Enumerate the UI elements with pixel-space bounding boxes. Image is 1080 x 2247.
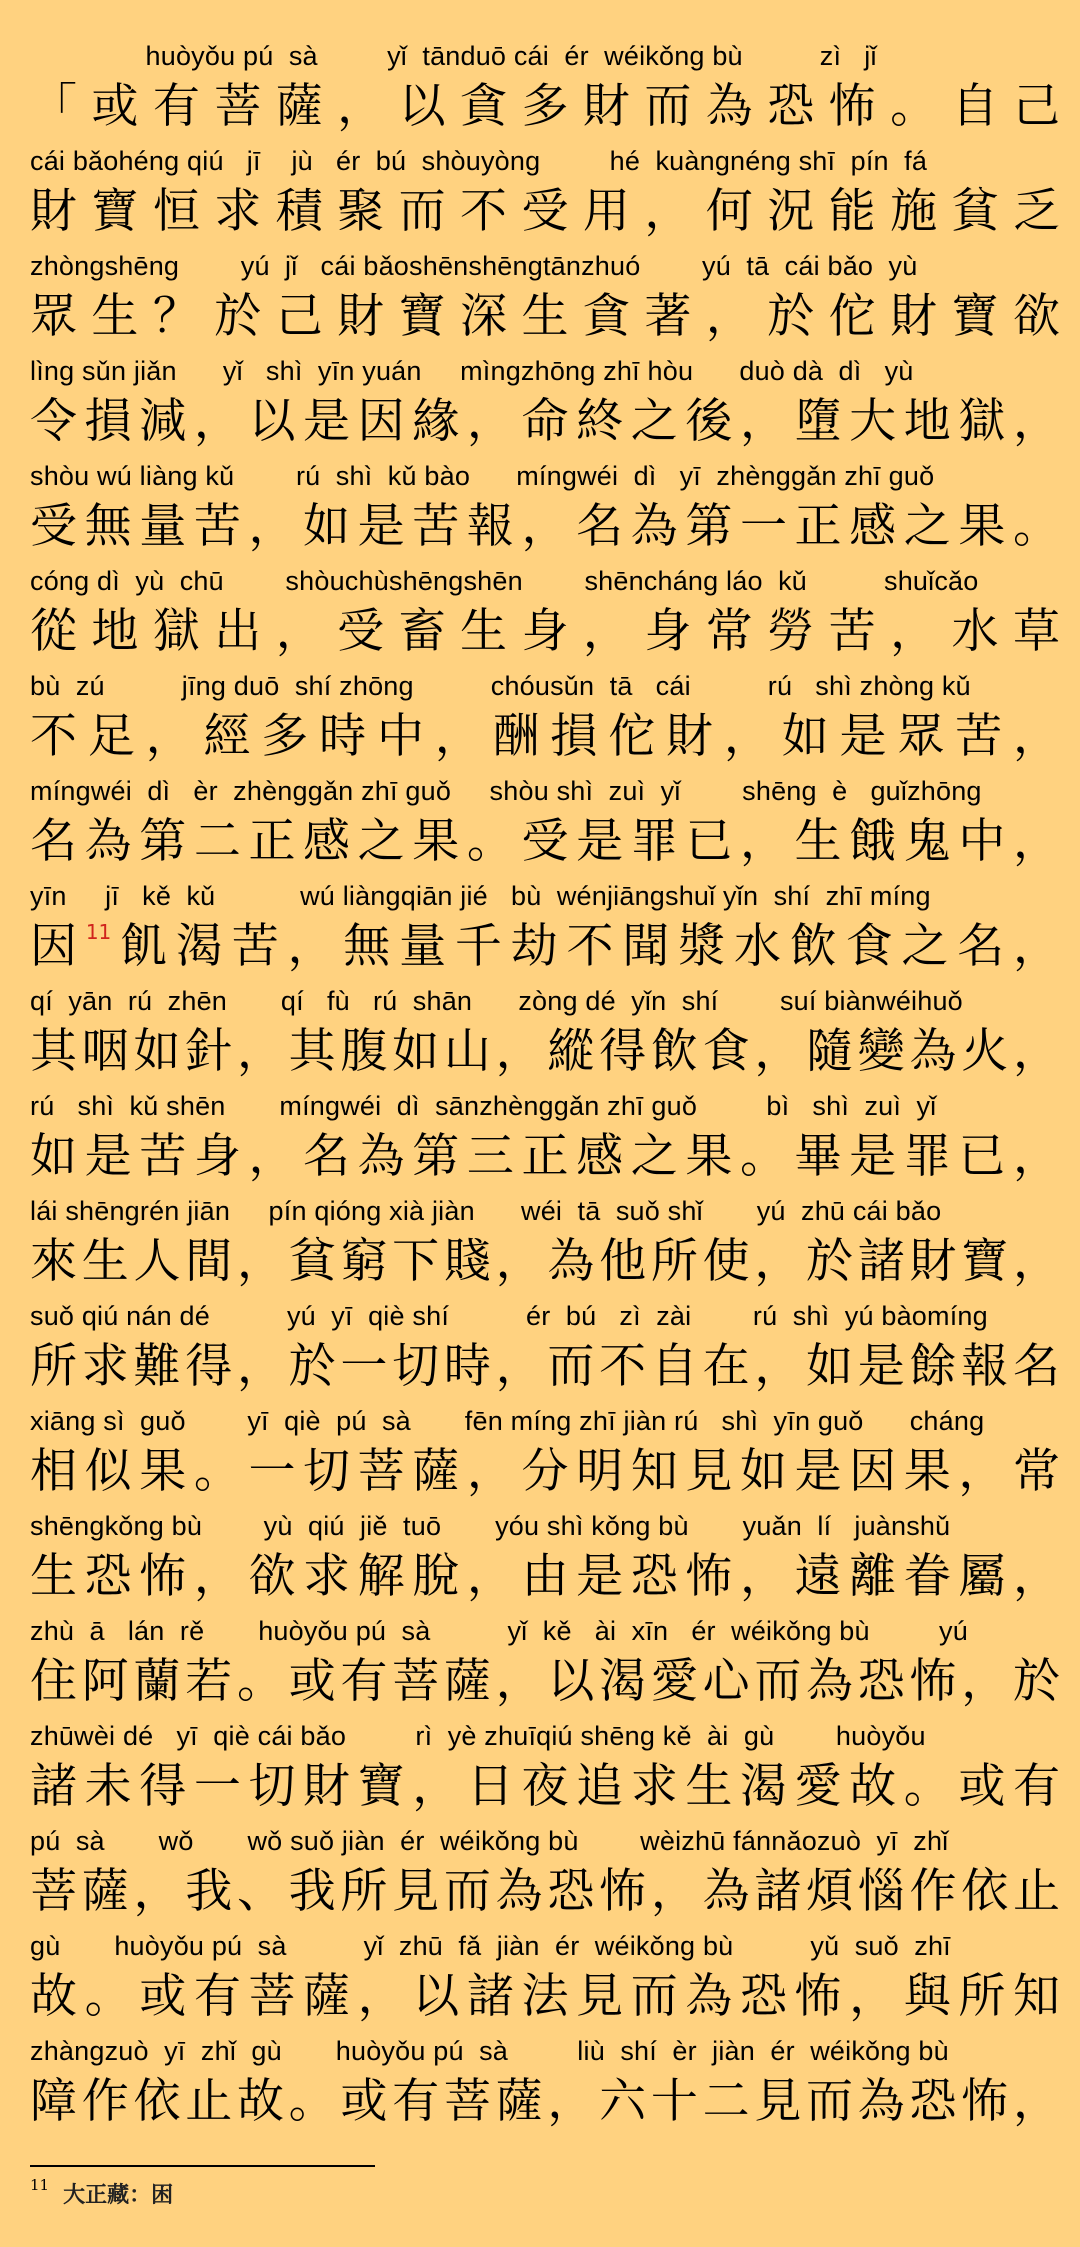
chinese-text: 眾生？於己財寶深生貪著，於佗財寶欲 <box>30 289 1060 344</box>
pinyin-annotation: zhù ā lán rě huòyǒu pú sà yǐ kě ài xīn ér wéikǒng bù yú <box>30 1616 968 1646</box>
pinyin-annotation: lìng sǔn jiǎn yǐ shì yīn yuán mìngzhōng zhī hòu duò dà dì yù <box>30 356 914 386</box>
text-line <box>30 563 1060 668</box>
chinese-text: 財寶恒求積聚而不受用，何況能施貧乏 <box>30 184 1060 239</box>
text-line <box>30 878 1060 983</box>
text-line <box>30 1613 1060 1718</box>
chinese-text: 「或有菩薩，以貪多財而為恐怖。自己 <box>30 79 1060 134</box>
chinese-text: 障作依止故。或有菩薩，六十二見而為恐怖， <box>30 2074 1060 2129</box>
pinyin-annotation: pú sà wǒ wǒ suǒ jiàn ér wéikǒng bù wèizhū fánnǎozuò yī zhǐ <box>30 1826 949 1856</box>
text-line <box>30 1928 1060 2033</box>
chinese-text: 名為第二正感之果。受是罪已，生餓鬼中， <box>30 814 1060 869</box>
footnote-marker[interactable]: 11 <box>85 920 112 944</box>
text-line <box>30 983 1060 1088</box>
chinese-text <box>30 916 1060 978</box>
text-line <box>30 2033 1060 2138</box>
chinese-text: 令損減，以是因緣，命終之後，墮大地獄， <box>30 394 1060 449</box>
pinyin-annotation: lái shēngrén jiān pín qióng xià jiàn wéi tā suǒ shǐ yú zhū cái bǎo <box>30 1196 942 1226</box>
pinyin-annotation: zhūwèi dé yī qiè cái bǎo rì yè zhuīqiú shēng kě ài gù huòyǒu <box>30 1721 926 1751</box>
pinyin-annotation: suǒ qiú nán dé yú yī qiè shí ér bú zì zài rú shì yú bàomíng <box>30 1301 988 1331</box>
chinese-text: 來生人間，貧窮下賤，為他所使，於諸財寶， <box>30 1234 1060 1289</box>
chinese-text: 生恐怖，欲求解脫，由是恐怖，遠離眷屬， <box>30 1549 1060 1604</box>
text-line <box>30 1823 1060 1928</box>
footnote-text: 大正藏：困 <box>63 2182 174 2208</box>
chinese-text: 故。或有菩薩，以諸法見而為恐怖，與所知 <box>30 1969 1060 2024</box>
footnote-number: 11 <box>30 2176 50 2194</box>
chinese-text-rest: 飢渴苦，無量千劫不聞漿水飲食之名， <box>111 919 1060 974</box>
pinyin-annotation: zhòngshēng yú jǐ cái bǎoshēnshēngtānzhuó yú tā cái bǎo yù <box>30 251 918 281</box>
chinese-text: 相似果。一切菩薩，分明知見如是因果，常 <box>30 1444 1060 1499</box>
chinese-text: 不足，經多時中，酬損佗財，如是眾苦， <box>30 709 1060 764</box>
text-line <box>30 38 1060 143</box>
footnote-divider <box>30 2165 375 2167</box>
chinese-text: 如是苦身，名為第三正感之果。畢是罪已， <box>30 1129 1060 1184</box>
pinyin-annotation: gù huòyǒu pú sà yǐ zhū fǎ jiàn ér wéikǒng bù yǔ suǒ zhī <box>30 1931 951 1961</box>
chinese-text: 諸未得一切財寶，日夜追求生渴愛故。或有 <box>30 1759 1060 1814</box>
text-line <box>30 1508 1060 1613</box>
pinyin-annotation: yīn jī kě kǔ wú liàngqiān jié bù wénjiāngshuǐ yǐn shí zhī míng <box>30 881 931 911</box>
text-line <box>30 1298 1060 1403</box>
text-line <box>30 1193 1060 1298</box>
text-line <box>30 1718 1060 1823</box>
chinese-text: 其咽如針，其腹如山，縱得飲食，隨變為火， <box>30 1024 1060 1079</box>
pinyin-annotation: míngwéi dì èr zhènggǎn zhī guǒ shòu shì zuì yǐ shēng è guǐzhōng <box>30 776 982 806</box>
text-line <box>30 143 1060 248</box>
text-line <box>30 668 1060 773</box>
pinyin-annotation: bù zú jīng duō shí zhōng chóusǔn tā cái rú shì zhòng kǔ <box>30 671 971 701</box>
chinese-text-first-char: 因 <box>30 919 86 974</box>
text-line <box>30 1088 1060 1193</box>
text-line <box>30 1403 1060 1508</box>
chinese-text: 菩薩，我、我所見而為恐怖，為諸煩惱作依止 <box>30 1864 1060 1919</box>
footnote <box>30 2178 173 2212</box>
pinyin-annotation: cóng dì yù chū shòuchùshēngshēn shēncháng láo kǔ shuǐcǎo <box>30 566 979 596</box>
pinyin-annotation: shòu wú liàng kǔ rú shì kǔ bào míngwéi dì yī zhènggǎn zhī guǒ <box>30 461 935 491</box>
text-line <box>30 353 1060 458</box>
pinyin-annotation: huòyǒu pú sà yǐ tānduō cái ér wéikǒng bù zì jǐ <box>30 41 877 71</box>
pinyin-annotation: rú shì kǔ shēn míngwéi dì sānzhènggǎn zhī guǒ bì shì zuì yǐ <box>30 1091 937 1121</box>
chinese-text: 所求難得，於一切時，而不自在，如是餘報名 <box>30 1339 1060 1394</box>
text-line <box>30 248 1060 353</box>
text-line <box>30 773 1060 878</box>
chinese-text: 從地獄出，受畜生身，身常勞苦，水草 <box>30 604 1060 659</box>
pinyin-annotation: xiāng sì guǒ yī qiè pú sà fēn míng zhī jiàn rú shì yīn guǒ cháng <box>30 1406 985 1436</box>
pinyin-annotation: zhàngzuò yī zhǐ gù huòyǒu pú sà liù shí èr jiàn ér wéikǒng bù <box>30 2036 949 2066</box>
pinyin-annotation: shēngkǒng bù yù qiú jiě tuō yóu shì kǒng bù yuǎn lí juànshǔ <box>30 1511 951 1541</box>
chinese-text: 住阿蘭若。或有菩薩，以渴愛心而為恐怖，於 <box>30 1654 1060 1709</box>
chinese-text: 受無量苦，如是苦報，名為第一正感之果。 <box>30 499 1060 554</box>
pinyin-annotation: qí yān rú zhēn qí fù rú shān zòng dé yǐn shí suí biànwéihuǒ <box>30 986 963 1016</box>
text-line <box>30 458 1060 563</box>
pinyin-annotation: cái bǎohéng qiú jī jù ér bú shòuyòng hé kuàngnéng shī pín fá <box>30 146 928 176</box>
